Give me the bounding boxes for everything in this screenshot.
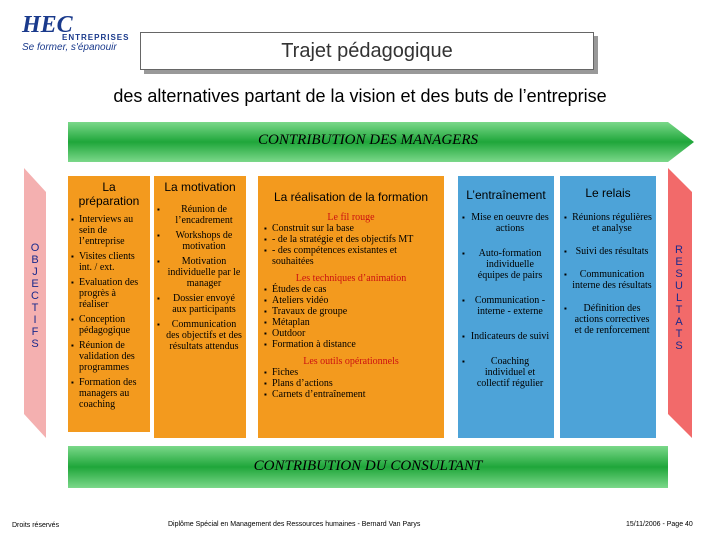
resultats-letter: U <box>675 280 683 292</box>
footer-page: 15/11/2006 - Page 40 <box>626 521 693 528</box>
objectifs-label <box>24 210 46 410</box>
preparation-item: ▪ Interviews au sein de l’entreprise <box>79 214 147 247</box>
logo-mark: HEC <box>22 12 73 38</box>
objectifs-letter: S <box>31 338 39 350</box>
technique-item: ▪ Ateliers vidéo <box>272 295 438 306</box>
motivation-item: ▪ Workshops de motivation <box>165 230 243 252</box>
outils-list <box>264 367 438 400</box>
objectifs-letter: E <box>31 278 39 290</box>
resultats-letter: A <box>675 316 683 328</box>
resultats-letter: R <box>675 244 683 256</box>
page-title: Trajet pédagogique <box>140 32 594 70</box>
resultats-letter: S <box>675 340 683 352</box>
technique-item: ▪ Métaplan <box>272 317 438 328</box>
objectifs-letter: C <box>31 290 39 302</box>
entrainement-column <box>458 176 554 438</box>
motivation-item: ▪ Motivation individuelle par le manager <box>165 256 243 289</box>
entrainement-item: ▪ Communication - interne - externe <box>470 295 550 317</box>
techniques-title: Les techniques d’animation <box>295 273 407 284</box>
outils-title: Les outils opérationnels <box>303 356 399 367</box>
motivation-column <box>154 176 246 438</box>
preparation-item: ▪ Formation des managers au coaching <box>79 377 147 410</box>
preparation-item: ▪ Visites clients int. / ext. <box>79 251 147 273</box>
technique-item: ▪ Travaux de groupe <box>272 306 438 317</box>
motivation-item: ▪ Communication des objectifs et des résultats attendus <box>165 319 243 352</box>
fil-rouge-item: ▪ Construit sur la base <box>272 223 438 234</box>
outil-item: ▪ Plans d’actions <box>272 378 438 389</box>
relais-item: ▪ Définition des actions correctives et de renforcement <box>572 303 652 336</box>
footer-course: Diplôme Spécial en Management des Ressources humaines - Bernard Van Parys <box>168 521 421 528</box>
objectifs-letter: I <box>33 314 37 326</box>
resultats-letter: T <box>675 328 683 340</box>
preparation-list <box>71 214 147 410</box>
entrainement-item: ▪ Mise en oeuvre des actions <box>470 212 550 234</box>
objectifs-letter: T <box>31 302 39 314</box>
objectifs-letter: B <box>31 254 39 266</box>
objectifs-letter: O <box>30 242 40 254</box>
resultats-letter: E <box>675 256 683 268</box>
consultant-label: CONTRIBUTION DU CONSULTANT <box>253 458 483 474</box>
fil-rouge-item: ▪ - des compétences existantes et souhaitées <box>272 245 438 267</box>
entrainement-list <box>462 212 550 389</box>
technique-item: ▪ Formation à distance <box>272 339 438 350</box>
fil-rouge-list <box>264 223 438 267</box>
technique-item: ▪ Études de cas <box>272 284 438 295</box>
relais-column <box>560 176 656 438</box>
entrainement-heading: L’entraînement <box>466 188 546 202</box>
relais-list <box>564 212 652 336</box>
entrainement-item: ▪ Indicateurs de suivi <box>470 331 550 342</box>
preparation-item: ▪ Conception pédagogique <box>79 314 147 336</box>
logo-sub: ENTREPRISES <box>62 33 130 42</box>
motivation-heading: La motivation <box>164 180 236 194</box>
objectifs-letter: F <box>31 326 39 338</box>
page-subtitle: des alternatives partant de la vision et des buts de l’entreprise <box>113 86 607 106</box>
resultats-letter: L <box>675 292 683 304</box>
objectifs-letter: J <box>32 266 38 278</box>
realisation-heading: La réalisation de la formation <box>273 190 429 204</box>
entrainement-item: ▪ Coaching individuel et collectif régulier <box>470 356 550 389</box>
relais-item: ▪ Suivi des résultats <box>572 246 652 257</box>
fil-rouge-item: ▪ - de la stratégie et des objectifs MT <box>272 234 438 245</box>
motivation-item: ▪ Dossier envoyé aux participants <box>165 293 243 315</box>
resultats-label <box>668 210 690 410</box>
hec-logo <box>22 12 142 52</box>
logo-tagline: Se former, s'épanouir <box>22 42 117 53</box>
outil-item: ▪ Fiches <box>272 367 438 378</box>
managers-label: CONTRIBUTION DES MANAGERS <box>258 132 478 148</box>
resultats-letter: T <box>675 304 683 316</box>
preparation-item: ▪ Réunion de validation des programmes <box>79 340 147 373</box>
technique-item: ▪ Outdoor <box>272 328 438 339</box>
fil-rouge-title: Le fil rouge <box>327 212 375 223</box>
relais-heading: Le relais <box>585 186 631 200</box>
motivation-list <box>157 204 243 352</box>
techniques-list <box>264 284 438 350</box>
preparation-heading: La préparation <box>78 180 140 208</box>
motivation-item: ▪ Réunion de l’encadrement <box>165 204 243 226</box>
footer-rights: Droits réservés <box>12 522 60 529</box>
preparation-item: ▪ Evaluation des progrès à réaliser <box>79 277 147 310</box>
outil-item: ▪ Carnets d’entraînement <box>272 389 438 400</box>
relais-item: ▪ Communication interne des résultats <box>572 269 652 291</box>
resultats-letter: S <box>675 268 683 280</box>
entrainement-item: ▪ Auto-formation individuelle équipes de pairs <box>470 248 550 281</box>
relais-item: ▪ Réunions régulières et analyse <box>572 212 652 234</box>
preparation-column <box>68 176 150 432</box>
realisation-column <box>258 176 444 438</box>
